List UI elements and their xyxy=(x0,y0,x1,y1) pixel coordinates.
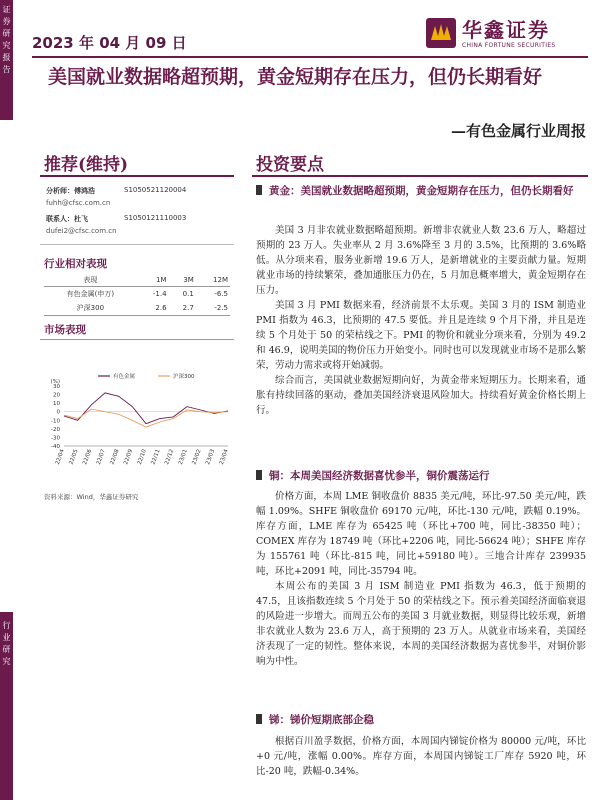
section-divider xyxy=(252,175,588,177)
copper-heading xyxy=(256,468,586,484)
table-cell: 沪深300 xyxy=(44,301,137,316)
table-row xyxy=(44,287,230,302)
analyst-email[interactable]: fuhh@cfsc.com.cn xyxy=(46,199,111,207)
contact-email[interactable]: dufei2@cfsc.com.cn xyxy=(46,227,117,235)
table-cell: 有色金属(申万) xyxy=(66,290,115,298)
x-tick-label: 22/09 xyxy=(123,448,135,466)
paragraph: 价格方面，本周 LME 铜收盘价 8835 美元/吨，环比-97.50 美元/吨，跌幅 1.09%。SHFE 铜收盘价 69170 元/吨，环比-130 元/吨，跌幅 0.19%。库存方面，LME 库存为 65425 吨（环比+700 吨，同比-38350 吨）；COMEX 库存为 18749 吨（环比+2206 吨，同比-56624 吨）；SHFE 库存为 155761 吨（环比-815 吨，同比+59180 吨）。三地合计库存 239935 吨，环比+2091 吨，同比-35794 吨。 xyxy=(256,491,586,577)
legend-label: 沪深300 xyxy=(173,374,195,380)
logo-mark-icon xyxy=(426,18,456,48)
table-cell: -1.4 xyxy=(152,290,167,298)
rating-title: 推荐(维持) xyxy=(44,155,129,175)
gold-heading-text: 黄金：美国就业数据略超预期，黄金短期存在压力，但仍长期看好 xyxy=(269,185,574,197)
contact-name: 联系人：杜飞 xyxy=(46,215,88,223)
x-tick-label: 22/08 xyxy=(109,448,121,466)
performance-table xyxy=(44,274,230,316)
y-tick-label: 20 xyxy=(53,392,60,399)
tin-heading xyxy=(256,712,586,728)
table-header-row xyxy=(44,274,230,287)
x-tick-label: 22/12 xyxy=(164,448,176,466)
analyst-id: S1050521120004 xyxy=(124,186,187,194)
analyst-divider xyxy=(40,244,234,245)
table-row xyxy=(44,301,230,316)
y-tick-label: 10 xyxy=(53,401,60,408)
series-line xyxy=(64,393,228,424)
y-tick-label: 0 xyxy=(56,409,60,416)
report-headline: 美国就业数据略超预期，黄金短期存在压力，但仍长期看好 xyxy=(48,66,543,88)
table-cell: 2.6 xyxy=(137,301,169,316)
paragraph: 综合而言，美国就业数据短期向好，为黄金带来短期压力。长期来看，通胀有持续回落的驱动，叠加美国经济衰退风险加大。持续看好黄金价格长期上行。 xyxy=(256,375,586,416)
sidebar-char: 告 xyxy=(2,65,11,74)
analyst-name: 分析师：傅鸿浩 xyxy=(46,187,95,195)
copper-heading-text: 铜：本周美国经济数据喜忧参半，铜价震荡运行 xyxy=(269,470,490,482)
legend-label: 有色金属 xyxy=(113,374,136,380)
contact-block xyxy=(46,214,232,235)
x-tick-label: 22/05 xyxy=(68,448,80,466)
gold-heading xyxy=(256,183,586,199)
table-cell: -2.5 xyxy=(196,301,230,316)
y-tick-label: -20 xyxy=(51,426,60,433)
table-cell: -6.5 xyxy=(214,290,228,298)
sidebar-char: 业 xyxy=(2,633,11,642)
market-divider xyxy=(40,339,234,340)
company-logo xyxy=(426,14,588,54)
x-tick-label: 23/02 xyxy=(191,448,203,466)
header-divider xyxy=(32,56,588,58)
sidebar-char: 报 xyxy=(2,53,11,62)
column-header: 1M xyxy=(137,274,169,287)
bullet-square-icon xyxy=(256,470,262,480)
analyst-block xyxy=(46,186,232,207)
bullet-square-icon xyxy=(256,185,262,195)
table-cell: 2.7 xyxy=(169,301,196,316)
perf-title: 行业相对表现 xyxy=(44,258,107,270)
y-tick-label: 30 xyxy=(53,384,60,390)
column-header: 3M xyxy=(169,274,196,287)
tin-heading-text: 锑：锑价短期底部企稳 xyxy=(269,714,374,726)
bullet-square-icon xyxy=(256,714,262,724)
sidebar-category xyxy=(0,612,13,800)
y-tick-label: -30 xyxy=(51,435,60,442)
logo-name: 华鑫证券 xyxy=(462,18,550,42)
x-tick-label: 22/07 xyxy=(95,448,107,466)
chart-source: 资料来源：Wind，华鑫证券研究 xyxy=(44,493,139,501)
table-cell: 0.1 xyxy=(182,290,194,298)
x-tick-label: 23/01 xyxy=(177,448,189,466)
report-date: 2023 年 04 月 09 日 xyxy=(32,34,187,52)
sidebar-report-type xyxy=(0,0,13,120)
tin-body xyxy=(256,734,586,779)
paragraph: 美国 3 月 PMI 数据来看，经济前景不太乐观。美国 3 月的 ISM 制造业 PMI 指数为 46.3，比预期的 47.5 要低。并且是连续 9 个月下滑，并且是连续 5 个月处于 50 的荣枯线之下。PMI 的物价和就业分项来看，分别为 49.2 和 46.9，说明美国的物价压力开始变小。同时也可以发现就业市场不是那么繁荣，劳动力需求或将开始减弱。 xyxy=(256,300,586,371)
paragraph: 根据百川盈孚数据，价格方面，本周国内锑锭价格为 80000 元/吨，环比+0 元/吨，涨幅 0.00%。库存方面，本周国内锑锭工厂库存 5920 吨，环比-20 吨，跌幅-0.34%。 xyxy=(256,736,586,777)
x-tick-label: 23/03 xyxy=(205,448,217,466)
market-title: 市场表现 xyxy=(44,324,86,336)
sidebar-char: 究 xyxy=(2,41,11,50)
sidebar-char: 研 xyxy=(2,29,11,38)
sidebar-char: 券 xyxy=(2,17,11,26)
gold-body xyxy=(256,223,586,418)
y-tick-label: (%) xyxy=(50,379,60,385)
x-tick-label: 22/06 xyxy=(82,448,94,466)
report-subtitle: —有色金属行业周报 xyxy=(450,122,586,140)
x-tick-label: 22/10 xyxy=(136,448,148,466)
y-tick-label: -10 xyxy=(51,418,60,425)
x-tick-label: 23/04 xyxy=(218,448,230,466)
market-line-chart xyxy=(38,372,234,482)
column-header: 12M xyxy=(196,274,230,287)
sidebar-char: 究 xyxy=(2,657,11,666)
column-header: 表现 xyxy=(44,274,137,287)
section-title: 投资要点 xyxy=(256,155,324,175)
sidebar-char: 行 xyxy=(2,621,11,630)
sidebar-char: 证 xyxy=(2,5,11,14)
x-tick-label: 22/11 xyxy=(150,448,162,466)
x-tick-label: 22/04 xyxy=(54,448,66,466)
paragraph: 美国 3 月非农就业数据略超预期。新增非农就业人数 23.6 万人，略超过预期的 23 万人。失业率从 2 月 3.6%降至 3 月的 3.5%，比预期的 3.6%略低。从分项来看，服务业新增 19.6 万人，是新增就业的主要贡献力量。短期就业市场的持续繁荣，叠加通胀压力仍在，5 月加息概率增大，黄金短期存在压力。 xyxy=(256,225,586,296)
y-tick-label: -40 xyxy=(51,444,60,450)
sidebar-char: 研 xyxy=(2,645,11,654)
paragraph: 本周公布的美国 3 月 ISM 制造业 PMI 指数为 46.3，低于预期的 47.5，且该指数连续 5 个月处于 50 的荣枯线之下。预示着美国经济面临衰退的风险进一步增大。而周五公布的美国 3 月就业数据，则显得比较乐观，新增非农就业人数为 23.6 万人，高于预期的 23 万人。从就业市场来看，美国经济表现了一定的韧性。整体来说，本周的美国经济数据为喜忧参半，对铜价影响为中性。 xyxy=(256,581,586,667)
rating-divider xyxy=(40,175,234,177)
copper-body xyxy=(256,489,586,669)
contact-id: S1050121110003 xyxy=(124,214,187,222)
logo-english: CHINA FORTUNE SECURITIES xyxy=(462,42,556,49)
